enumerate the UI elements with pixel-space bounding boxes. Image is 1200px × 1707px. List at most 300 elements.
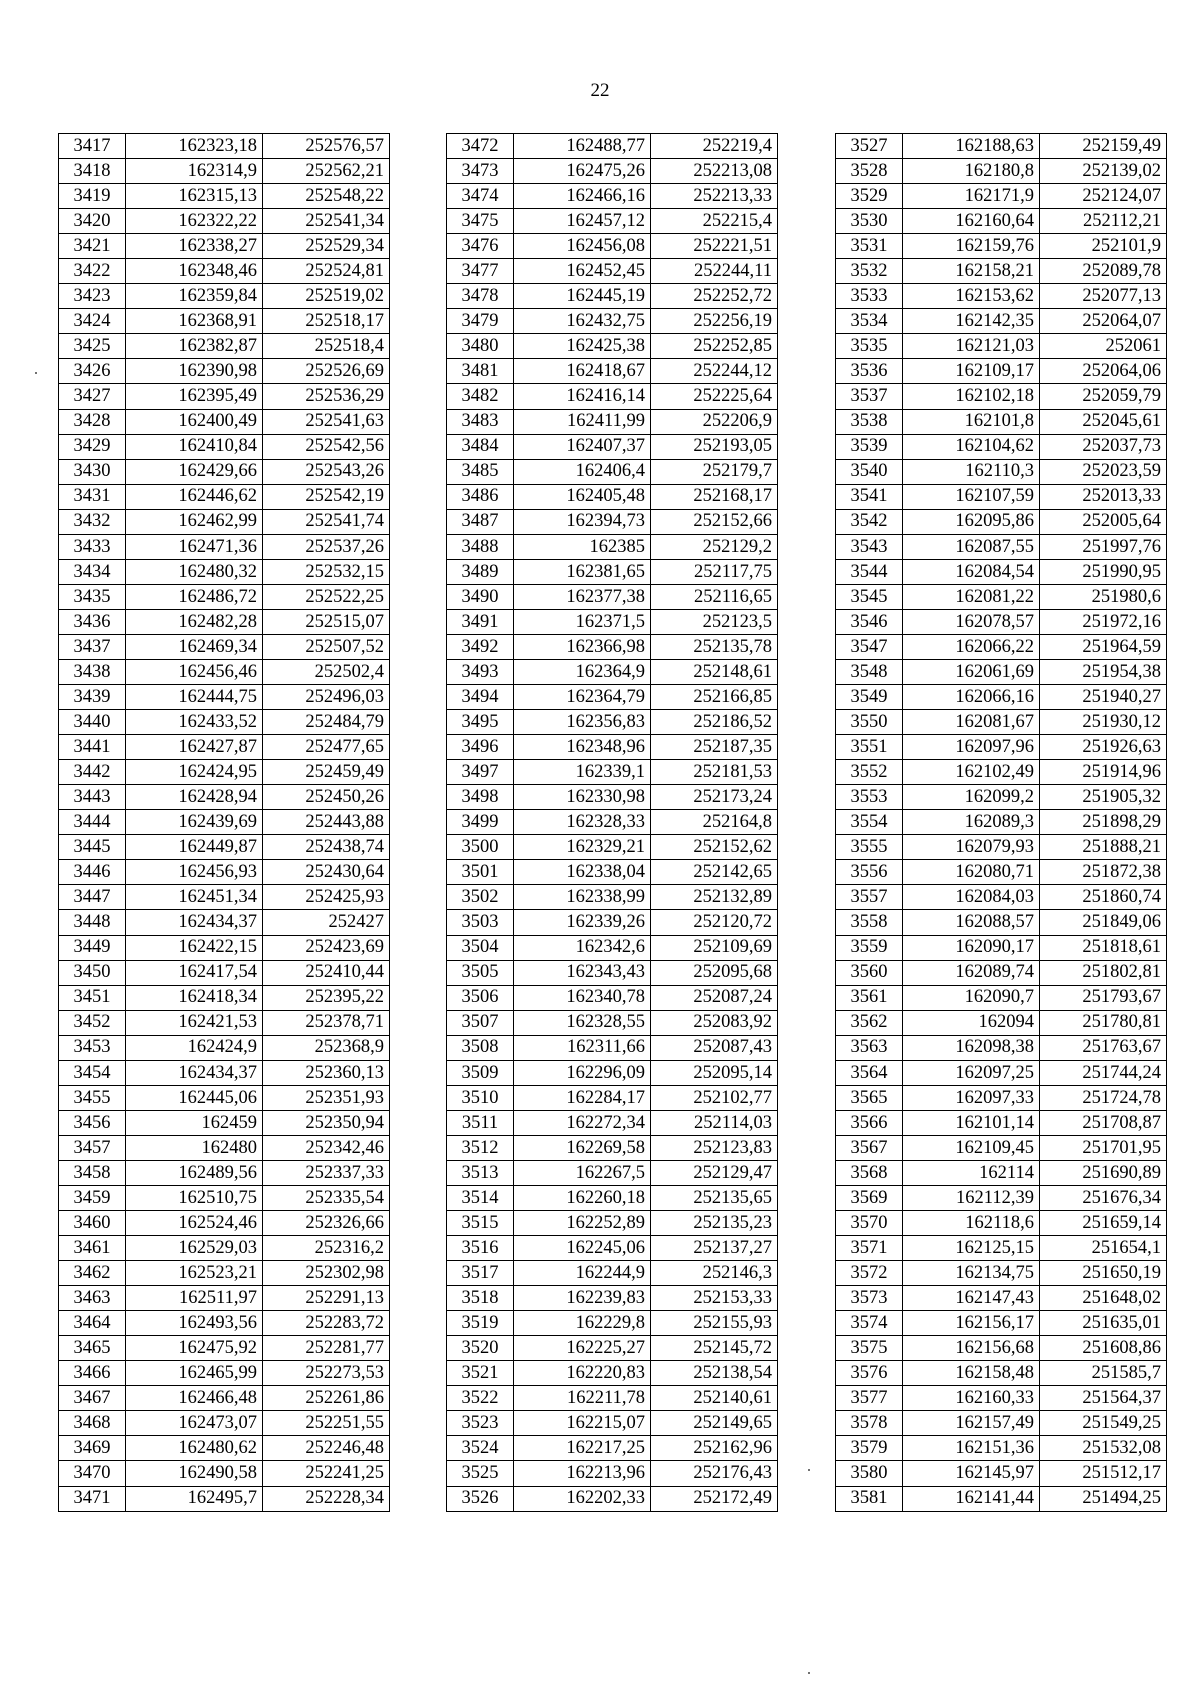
table-row	[447, 760, 778, 785]
x-coordinate-cell: 162510,75	[126, 1185, 263, 1210]
y-coordinate-cell: 252541,34	[263, 209, 390, 234]
y-coordinate-cell: 252179,7	[651, 459, 778, 484]
point-number-cell: 3449	[59, 935, 126, 960]
x-coordinate-cell: 162356,83	[514, 710, 651, 735]
x-coordinate-cell: 162272,34	[514, 1110, 651, 1135]
x-coordinate-cell: 162156,17	[903, 1311, 1040, 1336]
x-coordinate-cell: 162406,4	[514, 459, 651, 484]
y-coordinate-cell: 252368,9	[263, 1035, 390, 1060]
point-number-cell: 3579	[836, 1436, 903, 1461]
y-coordinate-cell: 252140,61	[651, 1386, 778, 1411]
x-coordinate-cell: 162444,75	[126, 685, 263, 710]
y-coordinate-cell: 251654,1	[1040, 1236, 1167, 1261]
y-coordinate-cell: 252562,21	[263, 159, 390, 184]
point-number-cell: 3476	[447, 234, 514, 259]
x-coordinate-cell: 162338,04	[514, 860, 651, 885]
table-row	[836, 1135, 1167, 1160]
y-coordinate-cell: 252139,02	[1040, 159, 1167, 184]
y-coordinate-cell: 252206,9	[651, 409, 778, 434]
y-coordinate-cell: 252423,69	[263, 935, 390, 960]
table-row	[836, 1411, 1167, 1436]
x-coordinate-cell: 162121,03	[903, 334, 1040, 359]
x-coordinate-cell: 162343,43	[514, 960, 651, 985]
y-coordinate-cell: 252542,19	[263, 484, 390, 509]
x-coordinate-cell: 162489,56	[126, 1160, 263, 1185]
x-coordinate-cell: 162405,48	[514, 484, 651, 509]
point-number-cell: 3561	[836, 985, 903, 1010]
point-number-cell: 3465	[59, 1336, 126, 1361]
x-coordinate-cell: 162475,26	[514, 159, 651, 184]
x-coordinate-cell: 162151,36	[903, 1436, 1040, 1461]
point-number-cell: 3490	[447, 584, 514, 609]
point-number-cell: 3518	[447, 1286, 514, 1311]
table-row	[447, 334, 778, 359]
x-coordinate-cell: 162080,71	[903, 860, 1040, 885]
point-number-cell: 3433	[59, 534, 126, 559]
y-coordinate-cell: 252244,12	[651, 359, 778, 384]
y-coordinate-cell: 252273,53	[263, 1361, 390, 1386]
y-coordinate-cell: 252083,92	[651, 1010, 778, 1035]
x-coordinate-cell: 162109,45	[903, 1135, 1040, 1160]
x-coordinate-cell: 162097,25	[903, 1060, 1040, 1085]
point-number-cell: 3532	[836, 259, 903, 284]
point-number-cell: 3500	[447, 835, 514, 860]
x-coordinate-cell: 162452,45	[514, 259, 651, 284]
x-coordinate-cell: 162385	[514, 534, 651, 559]
table-row	[447, 1010, 778, 1035]
point-number-cell: 3513	[447, 1160, 514, 1185]
y-coordinate-cell: 252410,44	[263, 960, 390, 985]
x-coordinate-cell: 162267,5	[514, 1160, 651, 1185]
x-coordinate-cell: 162428,94	[126, 785, 263, 810]
point-number-cell: 3439	[59, 685, 126, 710]
table-row	[836, 609, 1167, 634]
table-row	[836, 835, 1167, 860]
x-coordinate-cell: 162087,55	[903, 534, 1040, 559]
point-number-cell: 3531	[836, 234, 903, 259]
y-coordinate-cell: 252037,73	[1040, 434, 1167, 459]
table-row	[59, 659, 390, 684]
y-coordinate-cell: 251701,95	[1040, 1135, 1167, 1160]
point-number-cell: 3429	[59, 434, 126, 459]
y-coordinate-cell: 252168,17	[651, 484, 778, 509]
point-number-cell: 3464	[59, 1311, 126, 1336]
point-number-cell: 3507	[447, 1010, 514, 1035]
table-row	[59, 259, 390, 284]
point-number-cell: 3526	[447, 1486, 514, 1511]
point-number-cell: 3441	[59, 735, 126, 760]
x-coordinate-cell: 162157,49	[903, 1411, 1040, 1436]
point-number-cell: 3487	[447, 509, 514, 534]
y-coordinate-cell: 251849,06	[1040, 910, 1167, 935]
table-row	[59, 209, 390, 234]
table-row	[836, 459, 1167, 484]
table-row	[447, 1486, 778, 1511]
x-coordinate-cell: 162462,99	[126, 509, 263, 534]
x-coordinate-cell: 162480,62	[126, 1436, 263, 1461]
table-row	[59, 1336, 390, 1361]
x-coordinate-cell: 162314,9	[126, 159, 263, 184]
point-number-cell: 3481	[447, 359, 514, 384]
y-coordinate-cell: 252089,78	[1040, 259, 1167, 284]
point-number-cell: 3450	[59, 960, 126, 985]
table-row	[59, 1236, 390, 1261]
x-coordinate-cell: 162239,83	[514, 1286, 651, 1311]
table-row	[447, 484, 778, 509]
x-coordinate-cell: 162125,15	[903, 1236, 1040, 1261]
x-coordinate-cell: 162202,33	[514, 1486, 651, 1511]
table-row	[836, 159, 1167, 184]
y-coordinate-cell: 251585,7	[1040, 1361, 1167, 1386]
y-coordinate-cell: 252095,68	[651, 960, 778, 985]
point-number-cell: 3470	[59, 1461, 126, 1486]
y-coordinate-cell: 252162,96	[651, 1436, 778, 1461]
table-row	[836, 785, 1167, 810]
table-row	[836, 1386, 1167, 1411]
point-number-cell: 3556	[836, 860, 903, 885]
x-coordinate-cell: 162339,1	[514, 760, 651, 785]
y-coordinate-cell: 252261,86	[263, 1386, 390, 1411]
point-number-cell: 3581	[836, 1486, 903, 1511]
x-coordinate-cell: 162081,67	[903, 710, 1040, 735]
point-number-cell: 3418	[59, 159, 126, 184]
y-coordinate-cell: 252443,88	[263, 810, 390, 835]
table-row	[59, 284, 390, 309]
y-coordinate-cell: 251744,24	[1040, 1060, 1167, 1085]
table-row	[836, 710, 1167, 735]
y-coordinate-cell: 252005,64	[1040, 509, 1167, 534]
y-coordinate-cell: 252153,33	[651, 1286, 778, 1311]
y-coordinate-cell: 252541,63	[263, 409, 390, 434]
table-row	[59, 509, 390, 534]
y-coordinate-cell: 252351,93	[263, 1085, 390, 1110]
x-coordinate-cell: 162342,6	[514, 935, 651, 960]
point-number-cell: 3555	[836, 835, 903, 860]
point-number-cell: 3541	[836, 484, 903, 509]
x-coordinate-cell: 162480	[126, 1135, 263, 1160]
x-coordinate-cell: 162364,9	[514, 659, 651, 684]
y-coordinate-cell: 251532,08	[1040, 1436, 1167, 1461]
table-row	[59, 1261, 390, 1286]
y-coordinate-cell: 252213,08	[651, 159, 778, 184]
stray-dot-mark	[35, 372, 37, 374]
table-row	[447, 1060, 778, 1085]
y-coordinate-cell: 252117,75	[651, 559, 778, 584]
point-number-cell: 3458	[59, 1160, 126, 1185]
y-coordinate-cell: 252101,9	[1040, 234, 1167, 259]
y-coordinate-cell: 252149,65	[651, 1411, 778, 1436]
y-coordinate-cell: 252087,24	[651, 985, 778, 1010]
y-coordinate-cell: 252251,55	[263, 1411, 390, 1436]
point-number-cell: 3419	[59, 184, 126, 209]
point-number-cell: 3580	[836, 1461, 903, 1486]
point-number-cell: 3494	[447, 685, 514, 710]
x-coordinate-cell: 162433,52	[126, 710, 263, 735]
x-coordinate-cell: 162153,62	[903, 284, 1040, 309]
x-coordinate-cell: 162160,33	[903, 1386, 1040, 1411]
x-coordinate-cell: 162400,49	[126, 409, 263, 434]
table-row	[447, 459, 778, 484]
table-row	[836, 985, 1167, 1010]
point-number-cell: 3453	[59, 1035, 126, 1060]
x-coordinate-cell: 162084,54	[903, 559, 1040, 584]
y-coordinate-cell: 252135,65	[651, 1185, 778, 1210]
y-coordinate-cell: 252281,77	[263, 1336, 390, 1361]
y-coordinate-cell: 252213,33	[651, 184, 778, 209]
x-coordinate-cell: 162061,69	[903, 659, 1040, 684]
x-coordinate-cell: 162451,34	[126, 885, 263, 910]
x-coordinate-cell: 162101,8	[903, 409, 1040, 434]
y-coordinate-cell: 252120,72	[651, 910, 778, 935]
y-coordinate-cell: 252225,64	[651, 384, 778, 409]
y-coordinate-cell: 251964,59	[1040, 634, 1167, 659]
table-row	[447, 234, 778, 259]
x-coordinate-cell: 162269,58	[514, 1135, 651, 1160]
point-number-cell: 3466	[59, 1361, 126, 1386]
y-coordinate-cell: 252360,13	[263, 1060, 390, 1085]
x-coordinate-cell: 162328,33	[514, 810, 651, 835]
x-coordinate-cell: 162371,5	[514, 609, 651, 634]
table-row	[447, 659, 778, 684]
table-row	[836, 960, 1167, 985]
point-number-cell: 3546	[836, 609, 903, 634]
point-number-cell: 3568	[836, 1160, 903, 1185]
point-number-cell: 3574	[836, 1311, 903, 1336]
x-coordinate-cell: 162486,72	[126, 584, 263, 609]
point-number-cell: 3567	[836, 1135, 903, 1160]
point-number-cell: 3463	[59, 1286, 126, 1311]
point-number-cell: 3455	[59, 1085, 126, 1110]
point-number-cell: 3480	[447, 334, 514, 359]
y-coordinate-cell: 252425,93	[263, 885, 390, 910]
table-row	[447, 209, 778, 234]
point-number-cell: 3460	[59, 1211, 126, 1236]
table-row	[836, 735, 1167, 760]
y-coordinate-cell: 252438,74	[263, 835, 390, 860]
y-coordinate-cell: 252013,33	[1040, 484, 1167, 509]
point-number-cell: 3437	[59, 634, 126, 659]
table-row	[836, 1361, 1167, 1386]
y-coordinate-cell: 252173,24	[651, 785, 778, 810]
table-row	[836, 284, 1167, 309]
point-number-cell: 3530	[836, 209, 903, 234]
table-row	[836, 860, 1167, 885]
point-number-cell: 3495	[447, 710, 514, 735]
y-coordinate-cell: 251708,87	[1040, 1110, 1167, 1135]
point-number-cell: 3548	[836, 659, 903, 684]
y-coordinate-cell: 252129,2	[651, 534, 778, 559]
x-coordinate-cell: 162475,92	[126, 1336, 263, 1361]
y-coordinate-cell: 252159,49	[1040, 134, 1167, 159]
table-row	[836, 134, 1167, 159]
point-number-cell: 3527	[836, 134, 903, 159]
point-number-cell: 3573	[836, 1286, 903, 1311]
x-coordinate-cell: 162480,32	[126, 559, 263, 584]
table-row	[447, 159, 778, 184]
table-row	[59, 885, 390, 910]
point-number-cell: 3462	[59, 1261, 126, 1286]
table-row	[59, 1461, 390, 1486]
y-coordinate-cell: 252450,26	[263, 785, 390, 810]
x-coordinate-cell: 162244,9	[514, 1261, 651, 1286]
table-row	[59, 1411, 390, 1436]
x-coordinate-cell: 162338,27	[126, 234, 263, 259]
table-row	[447, 935, 778, 960]
y-coordinate-cell: 252532,15	[263, 559, 390, 584]
x-coordinate-cell: 162134,75	[903, 1261, 1040, 1286]
y-coordinate-cell: 251793,67	[1040, 985, 1167, 1010]
point-number-cell: 3510	[447, 1085, 514, 1110]
x-coordinate-cell: 162142,35	[903, 309, 1040, 334]
table-row	[59, 309, 390, 334]
y-coordinate-cell: 252087,43	[651, 1035, 778, 1060]
table-row	[59, 134, 390, 159]
x-coordinate-cell: 162418,34	[126, 985, 263, 1010]
table-row	[836, 484, 1167, 509]
table-row	[59, 559, 390, 584]
table-row	[836, 1436, 1167, 1461]
y-coordinate-cell: 251659,14	[1040, 1211, 1167, 1236]
table-row	[447, 1286, 778, 1311]
y-coordinate-cell: 252541,74	[263, 509, 390, 534]
table-row	[447, 284, 778, 309]
x-coordinate-cell: 162524,46	[126, 1211, 263, 1236]
point-number-cell: 3496	[447, 735, 514, 760]
y-coordinate-cell: 251818,61	[1040, 935, 1167, 960]
x-coordinate-cell: 162084,03	[903, 885, 1040, 910]
table-row	[447, 1336, 778, 1361]
point-number-cell: 3552	[836, 760, 903, 785]
y-coordinate-cell: 251926,63	[1040, 735, 1167, 760]
x-coordinate-cell: 162089,3	[903, 810, 1040, 835]
table-row	[836, 1286, 1167, 1311]
point-number-cell: 3534	[836, 309, 903, 334]
x-coordinate-cell: 162159,76	[903, 234, 1040, 259]
x-coordinate-cell: 162407,37	[514, 434, 651, 459]
coordinates-table-3	[835, 133, 1167, 1512]
y-coordinate-cell: 252124,07	[1040, 184, 1167, 209]
x-coordinate-cell: 162330,98	[514, 785, 651, 810]
point-number-cell: 3544	[836, 559, 903, 584]
point-number-cell: 3529	[836, 184, 903, 209]
x-coordinate-cell: 162368,91	[126, 309, 263, 334]
point-number-cell: 3492	[447, 634, 514, 659]
x-coordinate-cell: 162328,55	[514, 1010, 651, 1035]
y-coordinate-cell: 252350,94	[263, 1110, 390, 1135]
table-row	[59, 1486, 390, 1511]
y-coordinate-cell: 251608,86	[1040, 1336, 1167, 1361]
x-coordinate-cell: 162390,98	[126, 359, 263, 384]
table-row	[447, 584, 778, 609]
point-number-cell: 3478	[447, 284, 514, 309]
table-row	[836, 409, 1167, 434]
x-coordinate-cell: 162469,34	[126, 634, 263, 659]
x-coordinate-cell: 162097,33	[903, 1085, 1040, 1110]
point-number-cell: 3457	[59, 1135, 126, 1160]
y-coordinate-cell: 252135,23	[651, 1211, 778, 1236]
x-coordinate-cell: 162488,77	[514, 134, 651, 159]
point-number-cell: 3473	[447, 159, 514, 184]
y-coordinate-cell: 252146,3	[651, 1261, 778, 1286]
point-number-cell: 3519	[447, 1311, 514, 1336]
table-row	[447, 184, 778, 209]
y-coordinate-cell: 252395,22	[263, 985, 390, 1010]
y-coordinate-cell: 252109,69	[651, 935, 778, 960]
x-coordinate-cell: 162449,87	[126, 835, 263, 860]
x-coordinate-cell: 162529,03	[126, 1236, 263, 1261]
y-coordinate-cell: 252166,85	[651, 685, 778, 710]
table-row	[836, 234, 1167, 259]
table-row	[447, 1110, 778, 1135]
table-row	[59, 634, 390, 659]
point-number-cell: 3467	[59, 1386, 126, 1411]
point-number-cell: 3447	[59, 885, 126, 910]
point-number-cell: 3523	[447, 1411, 514, 1436]
point-number-cell: 3508	[447, 1035, 514, 1060]
y-coordinate-cell: 252335,54	[263, 1185, 390, 1210]
page-number: 22	[590, 80, 610, 101]
y-coordinate-cell: 251763,67	[1040, 1035, 1167, 1060]
point-number-cell: 3564	[836, 1060, 903, 1085]
table-row	[447, 985, 778, 1010]
x-coordinate-cell: 162225,27	[514, 1336, 651, 1361]
x-coordinate-cell: 162338,99	[514, 885, 651, 910]
point-number-cell: 3525	[447, 1461, 514, 1486]
table-row	[59, 459, 390, 484]
table-row	[59, 434, 390, 459]
point-number-cell: 3485	[447, 459, 514, 484]
point-number-cell: 3521	[447, 1361, 514, 1386]
x-coordinate-cell: 162490,58	[126, 1461, 263, 1486]
y-coordinate-cell: 251802,81	[1040, 960, 1167, 985]
point-number-cell: 3474	[447, 184, 514, 209]
table-row	[447, 685, 778, 710]
point-number-cell: 3451	[59, 985, 126, 1010]
table-row	[836, 534, 1167, 559]
point-number-cell: 3557	[836, 885, 903, 910]
table-row	[836, 334, 1167, 359]
x-coordinate-cell: 162180,8	[903, 159, 1040, 184]
x-coordinate-cell: 162456,93	[126, 860, 263, 885]
y-coordinate-cell: 252518,4	[263, 334, 390, 359]
table-row	[836, 1236, 1167, 1261]
point-number-cell: 3505	[447, 960, 514, 985]
table-row	[447, 1411, 778, 1436]
table-row	[836, 1311, 1167, 1336]
y-coordinate-cell: 252484,79	[263, 710, 390, 735]
table-row	[836, 935, 1167, 960]
point-number-cell: 3422	[59, 259, 126, 284]
x-coordinate-cell: 162421,53	[126, 1010, 263, 1035]
table-row	[447, 1386, 778, 1411]
table-row	[59, 384, 390, 409]
table-row	[447, 634, 778, 659]
x-coordinate-cell: 162511,97	[126, 1286, 263, 1311]
point-number-cell: 3493	[447, 659, 514, 684]
table-row	[836, 1035, 1167, 1060]
table-row	[836, 1211, 1167, 1236]
y-coordinate-cell: 251954,38	[1040, 659, 1167, 684]
x-coordinate-cell: 162445,06	[126, 1085, 263, 1110]
point-number-cell: 3578	[836, 1411, 903, 1436]
point-number-cell: 3566	[836, 1110, 903, 1135]
table-row	[59, 960, 390, 985]
table-row	[59, 1311, 390, 1336]
table-row	[447, 1211, 778, 1236]
y-coordinate-cell: 252342,46	[263, 1135, 390, 1160]
point-number-cell: 3459	[59, 1185, 126, 1210]
y-coordinate-cell: 252102,77	[651, 1085, 778, 1110]
